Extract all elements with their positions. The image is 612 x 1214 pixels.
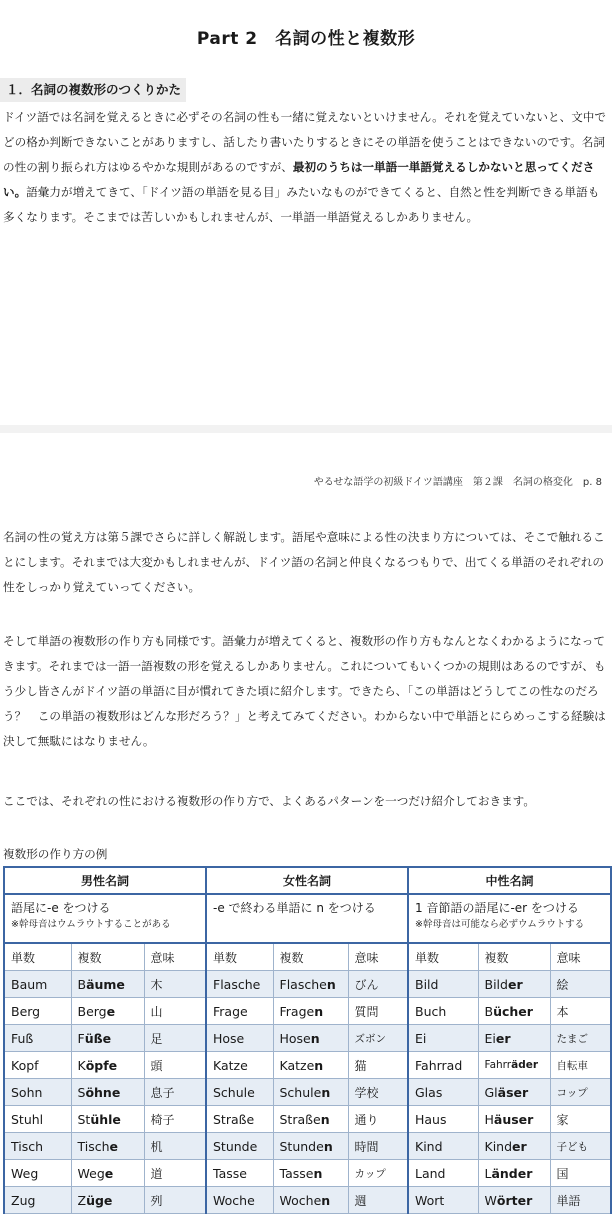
feminine-meaning-cell: びん	[348, 971, 408, 998]
masculine-header: 男性名詞	[4, 867, 206, 894]
neuter-plural-cell	[478, 1025, 550, 1052]
feminine-meaning-cell: 週	[348, 1187, 408, 1214]
table-caption: 複数形の作り方の例	[3, 847, 108, 861]
masculine-singular-cell: Kopf	[4, 1052, 71, 1079]
feminine-meaning-cell: ズボン	[348, 1025, 408, 1052]
rule-row	[4, 894, 611, 943]
neuter-singular-cell: Kind	[408, 1133, 478, 1160]
plural-ending: n	[321, 1192, 331, 1208]
masculine-singular-cell: Baum	[4, 971, 71, 998]
intro-text-a: ドイツ語では名詞を覚えるときに必ずその名詞の性も一緒に覚えないといけません。それを覚えていないと、文中でどの格か判断できないことがありますし、話したり書いたりするときにその単語を使うことはできないのです。名詞の性の割り振られ方はゆるやかな規則があるのですが、	[3, 110, 606, 174]
feminine-meaning-cell: 通り	[348, 1106, 408, 1133]
feminine-plural-cell	[273, 971, 348, 998]
neuter-meaning-cell: たまご	[550, 1025, 611, 1052]
plural-ending: n	[326, 976, 336, 992]
feminine-singular-cell: Stunde	[206, 1133, 273, 1160]
neuter-meaning-cell: 自転車	[550, 1052, 611, 1079]
column-label-row	[4, 943, 611, 971]
neuter-plural-cell	[478, 1052, 550, 1079]
neuter-singular-cell: Ei	[408, 1025, 478, 1052]
feminine-singular-cell: Schule	[206, 1079, 273, 1106]
masculine-singular-cell: Berg	[4, 998, 71, 1025]
plural-stem: Schule	[279, 1084, 322, 1100]
feminine-meaning-cell: カップ	[348, 1160, 408, 1187]
neuter-rule	[408, 894, 611, 943]
masculine-singular-cell: Sohn	[4, 1079, 71, 1106]
plural-stem: Katze	[279, 1057, 315, 1073]
plural-ending: n	[314, 1003, 324, 1019]
running-header: やるせな語学の初級ドイツ語講座 第２課 名詞の格変化 p. 8	[313, 477, 602, 488]
neuter-header: 中性名詞	[408, 867, 611, 894]
intro-bold-text: 最初のうちは一単語一単語覚えるしかないと思ってください。	[3, 160, 595, 199]
neuter-plural-cell	[478, 998, 550, 1025]
masculine-meaning-cell: 山	[144, 998, 206, 1025]
feminine-singular-cell: Hose	[206, 1025, 273, 1052]
neuter-meaning-cell: 単語	[550, 1187, 611, 1214]
masculine-meaning-cell: 足	[144, 1025, 206, 1052]
masculine-singular-cell: Fuß	[4, 1025, 71, 1052]
feminine-singular-cell: Frage	[206, 998, 273, 1025]
masculine-plural-cell	[71, 1025, 144, 1052]
col-label-singular: 単数	[4, 943, 71, 971]
col-label-meaning: 意味	[550, 943, 611, 971]
masculine-plural-cell	[71, 1133, 144, 1160]
masculine-meaning-cell: 机	[144, 1133, 206, 1160]
neuter-meaning-cell: コップ	[550, 1079, 611, 1106]
plural-stem: Ei	[484, 1030, 496, 1046]
col-label-plural: 複数	[478, 943, 550, 971]
masculine-meaning-cell: 道	[144, 1160, 206, 1187]
plural-stem: Z	[77, 1192, 87, 1208]
neuter-meaning-cell: 家	[550, 1106, 611, 1133]
feminine-plural-cell	[273, 1160, 348, 1187]
feminine-singular-cell: Katze	[206, 1052, 273, 1079]
neuter-singular-cell: Haus	[408, 1106, 478, 1133]
col-label-meaning: 意味	[348, 943, 408, 971]
plural-ending: üße	[84, 1030, 112, 1046]
masculine-singular-cell: Zug	[4, 1187, 71, 1214]
feminine-plural-cell	[273, 1052, 348, 1079]
table-row	[4, 1079, 611, 1106]
col-label-singular: 単数	[408, 943, 478, 971]
masculine-meaning-cell: 息子	[144, 1079, 206, 1106]
masculine-plural-cell	[71, 971, 144, 998]
neuter-meaning-cell: 絵	[550, 971, 611, 998]
plural-ending: ühle	[90, 1111, 121, 1127]
neuter-rule-text: 1 音節語の語尾に-er をつける	[415, 901, 579, 915]
plural-ending: örter	[496, 1192, 533, 1208]
plural-stem: Tasse	[279, 1165, 314, 1181]
feminine-singular-cell: Tasse	[206, 1160, 273, 1187]
plural-ending: e	[106, 1003, 116, 1019]
plural-examples-table	[3, 866, 612, 1214]
plural-stem: Gl	[484, 1084, 498, 1100]
feminine-singular-cell: Flasche	[206, 971, 273, 998]
feminine-plural-cell	[273, 1106, 348, 1133]
plural-ending: ücher	[493, 1003, 533, 1019]
plural-stem: Straße	[279, 1111, 321, 1127]
plural-stem: L	[484, 1165, 492, 1181]
plural-stem: Fahrr	[484, 1059, 512, 1071]
pattern-intro-paragraph: ここでは、それぞれの性における複数形の作り方で、よくあるパターンを一つだけ紹介しておきます。	[3, 794, 535, 808]
neuter-plural-cell	[478, 971, 550, 998]
plural-ending: e	[104, 1165, 114, 1181]
page-title: Part 2 名詞の性と複数形	[196, 29, 416, 49]
plural-ending: n	[321, 1084, 331, 1100]
plural-stem: Weg	[77, 1165, 105, 1181]
table-row	[4, 1106, 611, 1133]
plural-stem: B	[77, 976, 87, 992]
plural-ending: n	[314, 1057, 324, 1073]
neuter-singular-cell: Land	[408, 1160, 478, 1187]
neuter-meaning-cell: 子ども	[550, 1133, 611, 1160]
gender-header-row	[4, 867, 611, 894]
masculine-singular-cell: Stuhl	[4, 1106, 71, 1133]
table-row	[4, 971, 611, 998]
plural-stem: Flasche	[279, 976, 327, 992]
feminine-meaning-cell: 学校	[348, 1079, 408, 1106]
feminine-singular-cell: Straße	[206, 1106, 273, 1133]
neuter-singular-cell: Glas	[408, 1079, 478, 1106]
table-row	[4, 1187, 611, 1214]
masculine-plural-cell	[71, 1187, 144, 1214]
neuter-plural-cell	[478, 1079, 550, 1106]
neuter-plural-cell	[478, 1133, 550, 1160]
neuter-plural-cell	[478, 1187, 550, 1214]
masculine-meaning-cell: 木	[144, 971, 206, 998]
intro-paragraph	[3, 105, 607, 230]
masculine-rule-note: ※幹母音はウムラウトすることがある	[11, 919, 171, 930]
table-row	[4, 1133, 611, 1160]
table-row	[4, 998, 611, 1025]
plural-ending: n	[313, 1165, 323, 1181]
feminine-plural-cell	[273, 1187, 348, 1214]
neuter-plural-cell	[478, 1106, 550, 1133]
plural-ending: äser	[497, 1084, 529, 1100]
plural-stem: S	[77, 1084, 86, 1100]
plural-ending: üge	[86, 1192, 113, 1208]
plural-ending: er	[512, 1138, 527, 1154]
neuter-singular-cell: Fahrrad	[408, 1052, 478, 1079]
masculine-singular-cell: Tisch	[4, 1133, 71, 1160]
masculine-rule-text: 語尾に-e をつける	[11, 901, 111, 915]
page-separator	[0, 425, 612, 433]
neuter-meaning-cell: 本	[550, 998, 611, 1025]
plural-ending: äuser	[493, 1111, 534, 1127]
masculine-meaning-cell: 列	[144, 1187, 206, 1214]
masculine-plural-cell	[71, 998, 144, 1025]
plural-stem: Stunde	[279, 1138, 324, 1154]
plural-stem: K	[77, 1057, 86, 1073]
masculine-meaning-cell: 椅子	[144, 1106, 206, 1133]
document-page-1	[0, 0, 612, 425]
feminine-meaning-cell: 質問	[348, 998, 408, 1025]
masculine-plural-cell	[71, 1160, 144, 1187]
plural-stem: Tisch	[77, 1138, 110, 1154]
plural-stem: W	[484, 1192, 497, 1208]
plural-ending: e	[109, 1138, 119, 1154]
feminine-singular-cell: Woche	[206, 1187, 273, 1214]
gender-memory-paragraph: 名詞の性の覚え方は第５課でさらに詳しく解説します。語尾や意味による性の決まり方については、そこで触れることにします。それまでは大変かもしれませんが、ドイツ語の名詞と仲良くなるつもりで、出てくる単語のそれぞれの性をしっかり覚えていってください。	[3, 530, 605, 594]
plural-ending: er	[507, 976, 523, 992]
neuter-rule-note: ※幹母音は可能なら必ずウムラウトする	[415, 919, 585, 930]
section-heading: １．名詞の複数形のつくりかた	[0, 78, 186, 102]
masculine-singular-cell: Weg	[4, 1160, 71, 1187]
feminine-rule	[206, 894, 408, 943]
plural-ending: er	[495, 1030, 511, 1046]
plural-stem: H	[484, 1111, 494, 1127]
plural-stem: B	[484, 1003, 494, 1019]
plural-stem: St	[77, 1111, 91, 1127]
intro-text-b: 語彙力が増えてきて、「ドイツ語の単語を見る目」みたいなものができてくると、自然と性を判断できる単語も多くなります。そこまでは苦しいかもしれませんが、一単語一単語覚えるしかありません。	[3, 185, 600, 224]
plural-ending: äume	[86, 976, 125, 992]
feminine-header: 女性名詞	[206, 867, 408, 894]
plural-ending: öpfe	[85, 1057, 118, 1073]
table-row	[4, 1025, 611, 1052]
feminine-plural-cell	[273, 1025, 348, 1052]
feminine-rule-text: -e で終わる単語に n をつける	[213, 901, 376, 915]
col-label-plural: 複数	[273, 943, 348, 971]
plural-ending: n	[320, 1111, 330, 1127]
masculine-plural-cell	[71, 1052, 144, 1079]
plural-ending: n	[310, 1030, 320, 1046]
plural-stem: Frage	[279, 1003, 315, 1019]
plural-stem: Berg	[77, 1003, 107, 1019]
plural-ending: öhne	[85, 1084, 121, 1100]
feminine-plural-cell	[273, 1133, 348, 1160]
neuter-singular-cell: Buch	[408, 998, 478, 1025]
masculine-plural-cell	[71, 1106, 144, 1133]
masculine-plural-cell	[71, 1079, 144, 1106]
plural-stem: Bild	[484, 976, 508, 992]
neuter-singular-cell: Bild	[408, 971, 478, 998]
table-body	[4, 971, 611, 1214]
plural-ending: n	[323, 1138, 333, 1154]
col-label-plural: 複数	[71, 943, 144, 971]
masculine-meaning-cell: 頭	[144, 1052, 206, 1079]
plural-ending: äder	[511, 1059, 539, 1071]
neuter-plural-cell	[478, 1160, 550, 1187]
col-label-meaning: 意味	[144, 943, 206, 971]
col-label-singular: 単数	[206, 943, 273, 971]
masculine-rule	[4, 894, 206, 943]
table-row	[4, 1160, 611, 1187]
feminine-meaning-cell: 猫	[348, 1052, 408, 1079]
feminine-plural-cell	[273, 1079, 348, 1106]
feminine-plural-cell	[273, 998, 348, 1025]
table-row	[4, 1052, 611, 1079]
plural-ending: änder	[491, 1165, 533, 1181]
plural-stem: Hose	[279, 1030, 311, 1046]
neuter-meaning-cell: 国	[550, 1160, 611, 1187]
feminine-meaning-cell: 時間	[348, 1133, 408, 1160]
neuter-singular-cell: Wort	[408, 1187, 478, 1214]
plural-stem: Kind	[484, 1138, 513, 1154]
plural-stem: Woche	[279, 1192, 322, 1208]
plural-forms-paragraph: そして単語の複数形の作り方も同様です。語彙力が増えてくると、複数形の作り方もなんとなくわかるようになってきます。それまでは一語一語複数の形を覚えるしかありません。これについてもいくつかの規則はあるのですが、もう少し皆さんがドイツ語の単語に目が慣れてきた頃に紹介します。できたら、「この単語はどうしてこの性なのだろう？ この単語の複数形はどんな形だろう？」と考えてみてください。わからない中で単語とにらめっこする経験は決して無駄にはなりません。	[3, 634, 606, 748]
plural-stem: F	[77, 1030, 85, 1046]
